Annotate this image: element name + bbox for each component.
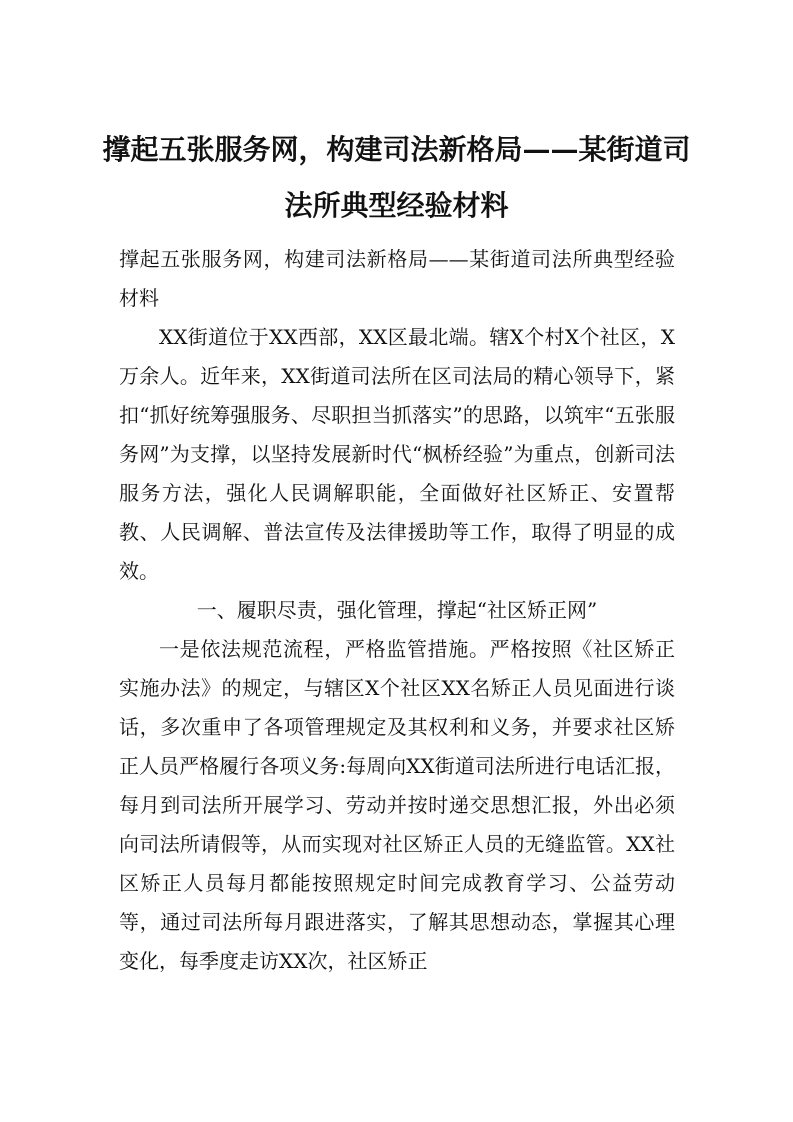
document-title: 撑起五张服务网，构建司法新格局——某街道司法所典型经验材料 <box>102 133 691 222</box>
section-paragraph: 一是依法规范流程，严格监管措施。严格按照《社区矫正实施办法》的规定，与辖区X个社区XX名矫正人员见面进行谈话，多次重申了各项管理规定及其权利和义务，并要求社区矫正人员严格履行各项义务:每周向XX街道司法所进行电话汇报，每月到司法所开展学习、劳动并按时递交思想汇报，外出必须向司法所请假等，从而实现对社区矫正人员的无缝监管。XX社区矫正人员每月都能按照规定时间完成教育学习、公益劳动等，通过司法所每月跟进落实，了解其思想动态，掌握其心理变化，每季度走访XX次，社区矫正 <box>119 637 675 973</box>
section-heading: 一、履职尽责，强化管理，撑起“社区矫正网” <box>196 598 598 622</box>
repeated-title-paragraph: 撑起五张服务网，构建司法新格局——某街道司法所典型经验材料 <box>119 247 675 310</box>
intro-paragraph: XX街道位于XX西部，XX区最北端。辖X个村X个社区，X万余人。近年来，XX街道司法所在区司法局的精心领导下，紧扣“抓好统筹强服务、尽职担当抓落实”的思路，以筑牢“五张服务网”为支撑，以坚持发展新时代“枫桥经验”为重点，创新司法服务方法，强化人民调解职能，全面做好社区矫正、安置帮教、人民调解、普法宣传及法律援助等工作，取得了明显的成效。 <box>119 325 675 583</box>
document-body <box>119 240 675 981</box>
